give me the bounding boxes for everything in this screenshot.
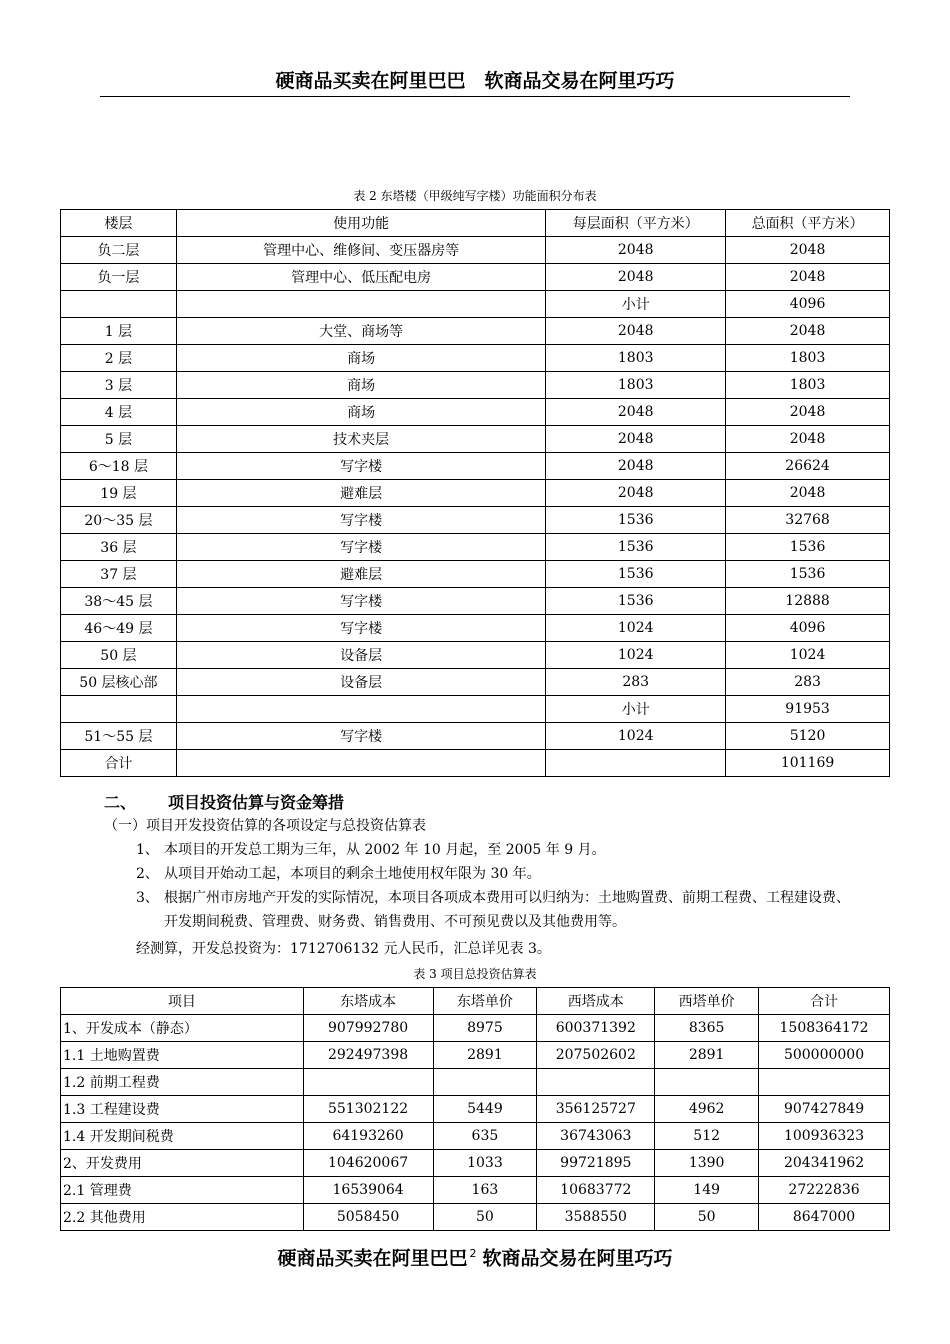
table-cell: 8365 xyxy=(655,1015,759,1042)
table-cell: 51～55 层 xyxy=(61,723,177,750)
table-header-cell: 东塔成本 xyxy=(303,988,433,1015)
table-cell: 1024 xyxy=(546,615,726,642)
list-item xyxy=(136,886,856,934)
table-cell: 36 层 xyxy=(61,534,177,561)
table-cell: 大堂、商场等 xyxy=(176,318,545,345)
table-cell: 1024 xyxy=(546,723,726,750)
table-cell: 50 层 xyxy=(61,642,177,669)
table-header-cell: 西塔成本 xyxy=(537,988,655,1015)
table-cell: 907427849 xyxy=(759,1096,890,1123)
table-cell: 1033 xyxy=(433,1150,537,1177)
table-row xyxy=(61,345,890,372)
table-cell: 管理中心、低压配电房 xyxy=(176,264,545,291)
table-cell: 避难层 xyxy=(176,561,545,588)
table-row xyxy=(61,1177,890,1204)
table-cell: 1536 xyxy=(726,561,890,588)
table-row xyxy=(61,1042,890,1069)
list-item xyxy=(136,838,856,862)
table-cell: 27222836 xyxy=(759,1177,890,1204)
footer-left: 硬商品买卖在阿里巴巴 xyxy=(277,1247,468,1270)
table-cell: 3 层 xyxy=(61,372,177,399)
table-cell: 商场 xyxy=(176,399,545,426)
table-cell: 907992780 xyxy=(303,1015,433,1042)
table-header-row xyxy=(61,988,890,1015)
table-cell: 2048 xyxy=(726,237,890,264)
table-row xyxy=(61,1204,890,1231)
table-header-cell: 楼层 xyxy=(61,210,177,237)
table-cell: 2048 xyxy=(726,426,890,453)
table-cell: 2048 xyxy=(726,480,890,507)
table-cell: 4096 xyxy=(726,615,890,642)
table-header-cell: 西塔单价 xyxy=(655,988,759,1015)
floor-area-table xyxy=(60,209,890,777)
table-cell: 2048 xyxy=(546,264,726,291)
table-header-row xyxy=(61,210,890,237)
table-cell: 商场 xyxy=(176,345,545,372)
table-cell: 写字楼 xyxy=(176,588,545,615)
table-row xyxy=(61,1096,890,1123)
table-cell xyxy=(176,696,545,723)
table-cell: 46～49 层 xyxy=(61,615,177,642)
table-cell: 101169 xyxy=(726,750,890,777)
table-cell xyxy=(176,750,545,777)
list-item-text: 本项目的开发总工期为三年，从 2002 年 10 月起，至 2005 年 9 月。 xyxy=(164,842,606,858)
table-cell: 2、开发费用 xyxy=(61,1150,304,1177)
table-row xyxy=(61,453,890,480)
table-cell: 2048 xyxy=(546,237,726,264)
table-cell: 20～35 层 xyxy=(61,507,177,534)
table-cell: 6～18 层 xyxy=(61,453,177,480)
table-cell xyxy=(537,1069,655,1096)
table-header-cell: 东塔单价 xyxy=(433,988,537,1015)
table-cell: 技术夹层 xyxy=(176,426,545,453)
table-cell: 1.3 工程建设费 xyxy=(61,1096,304,1123)
table-cell: 163 xyxy=(433,1177,537,1204)
table-cell: 283 xyxy=(546,669,726,696)
table-cell xyxy=(303,1069,433,1096)
table-cell: 50 xyxy=(655,1204,759,1231)
table-cell: 负一层 xyxy=(61,264,177,291)
table-cell: 283 xyxy=(726,669,890,696)
table-cell: 4 层 xyxy=(61,399,177,426)
table-cell: 2048 xyxy=(546,480,726,507)
table-row xyxy=(61,561,890,588)
table-cell: 写字楼 xyxy=(176,615,545,642)
table-cell: 2048 xyxy=(546,426,726,453)
table-header-cell: 每层面积（平方米） xyxy=(546,210,726,237)
list-item-number: 2、 xyxy=(136,866,159,882)
table-row xyxy=(61,507,890,534)
table-cell: 5120 xyxy=(726,723,890,750)
list-item-number: 1、 xyxy=(136,842,159,858)
table-row xyxy=(61,291,890,318)
table-cell: 512 xyxy=(655,1123,759,1150)
table-cell: 1536 xyxy=(546,534,726,561)
table-row xyxy=(61,399,890,426)
table-cell: 64193260 xyxy=(303,1123,433,1150)
table-cell: 2048 xyxy=(546,318,726,345)
table-cell: 1508364172 xyxy=(759,1015,890,1042)
table-row xyxy=(61,534,890,561)
table-cell: 2 层 xyxy=(61,345,177,372)
table-cell: 负二层 xyxy=(61,237,177,264)
table-cell: 99721895 xyxy=(537,1150,655,1177)
table-cell: 2048 xyxy=(726,264,890,291)
list-item-text: 根据广州市房地产开发的实际情况，本项目各项成本费用可以归纳为：土地购置费、前期工程费、工程建设费、开发期间税费、管理费、财务费、销售费用、不可预见费以及其他费用等。 xyxy=(164,890,850,930)
table-row xyxy=(61,480,890,507)
investment-summary: 经测算，开发总投资为：1712706132 元人民币，汇总详见表 3。 xyxy=(136,941,551,957)
page-number: 2 xyxy=(469,1247,477,1260)
table-cell: 1024 xyxy=(546,642,726,669)
table-cell: 8975 xyxy=(433,1015,537,1042)
table-row xyxy=(61,426,890,453)
table-cell: 设备层 xyxy=(176,669,545,696)
table-cell: 635 xyxy=(433,1123,537,1150)
table-cell: 1 层 xyxy=(61,318,177,345)
table-cell: 500000000 xyxy=(759,1042,890,1069)
table-row xyxy=(61,1150,890,1177)
section-title: 项目投资估算与资金筹措 xyxy=(168,793,345,812)
table-cell: 2048 xyxy=(546,399,726,426)
table2-caption: 表 2 东塔楼（甲级纯写字楼）功能面积分布表 xyxy=(353,189,597,203)
table-cell: 2.2 其他费用 xyxy=(61,1204,304,1231)
table-cell: 2891 xyxy=(655,1042,759,1069)
table-cell xyxy=(176,291,545,318)
table-row xyxy=(61,318,890,345)
table-cell xyxy=(759,1069,890,1096)
table-cell: 管理中心、维修间、变压器房等 xyxy=(176,237,545,264)
table-row xyxy=(61,696,890,723)
table-cell: 1.4 开发期间税费 xyxy=(61,1123,304,1150)
table-row xyxy=(61,1069,890,1096)
table-cell: 2048 xyxy=(726,399,890,426)
table-row xyxy=(61,237,890,264)
table-cell: 5 层 xyxy=(61,426,177,453)
table-cell: 写字楼 xyxy=(176,453,545,480)
table-cell: 100936323 xyxy=(759,1123,890,1150)
table-cell: 写字楼 xyxy=(176,723,545,750)
table-cell: 1536 xyxy=(546,507,726,534)
section-heading xyxy=(104,790,344,813)
table-cell: 149 xyxy=(655,1177,759,1204)
table3-caption: 表 3 项目总投资估算表 xyxy=(413,967,537,981)
table-header-cell: 总面积（平方米） xyxy=(726,210,890,237)
table-cell: 551302122 xyxy=(303,1096,433,1123)
table-cell: 合计 xyxy=(61,750,177,777)
list-item-number: 3、 xyxy=(136,890,159,906)
table-cell: 91953 xyxy=(726,696,890,723)
table-cell: 10683772 xyxy=(537,1177,655,1204)
table-cell xyxy=(546,750,726,777)
table-cell: 1536 xyxy=(726,534,890,561)
investment-table xyxy=(60,987,890,1231)
table-cell: 2.1 管理费 xyxy=(61,1177,304,1204)
table-cell: 1536 xyxy=(546,588,726,615)
table-cell xyxy=(655,1069,759,1096)
table-cell: 1.2 前期工程费 xyxy=(61,1069,304,1096)
table-cell: 小计 xyxy=(546,291,726,318)
table-cell: 50 xyxy=(433,1204,537,1231)
table-cell: 避难层 xyxy=(176,480,545,507)
table-cell: 写字楼 xyxy=(176,507,545,534)
table-cell: 1536 xyxy=(546,561,726,588)
table-cell xyxy=(433,1069,537,1096)
table-cell: 小计 xyxy=(546,696,726,723)
table-cell: 1803 xyxy=(546,372,726,399)
table-cell: 292497398 xyxy=(303,1042,433,1069)
table-cell: 1024 xyxy=(726,642,890,669)
table-cell: 设备层 xyxy=(176,642,545,669)
table-cell: 1390 xyxy=(655,1150,759,1177)
table-cell: 32768 xyxy=(726,507,890,534)
table-cell xyxy=(61,696,177,723)
table-cell: 36743063 xyxy=(537,1123,655,1150)
table-cell: 207502602 xyxy=(537,1042,655,1069)
table-cell: 2891 xyxy=(433,1042,537,1069)
table-row xyxy=(61,1015,890,1042)
table-cell: 104620067 xyxy=(303,1150,433,1177)
table-header-cell: 使用功能 xyxy=(176,210,545,237)
table-cell: 4962 xyxy=(655,1096,759,1123)
table-row xyxy=(61,750,890,777)
table-row xyxy=(61,642,890,669)
table-cell: 356125727 xyxy=(537,1096,655,1123)
table-cell: 1803 xyxy=(726,372,890,399)
table-row xyxy=(61,372,890,399)
table-cell: 19 层 xyxy=(61,480,177,507)
table-cell: 600371392 xyxy=(537,1015,655,1042)
table-cell: 4096 xyxy=(726,291,890,318)
list-item xyxy=(136,862,856,886)
table-cell: 26624 xyxy=(726,453,890,480)
list-item-text: 从项目开始动工起，本项目的剩余土地使用权年限为 30 年。 xyxy=(164,866,541,882)
table-header-cell: 合计 xyxy=(759,988,890,1015)
page-footer xyxy=(100,1240,850,1268)
table-row xyxy=(61,588,890,615)
table-cell: 3588550 xyxy=(537,1204,655,1231)
table-cell: 商场 xyxy=(176,372,545,399)
table-cell: 204341962 xyxy=(759,1150,890,1177)
table-cell: 16539064 xyxy=(303,1177,433,1204)
table-cell: 8647000 xyxy=(759,1204,890,1231)
table-row xyxy=(61,1123,890,1150)
table-cell: 1803 xyxy=(726,345,890,372)
table-cell: 1803 xyxy=(546,345,726,372)
table-cell: 写字楼 xyxy=(176,534,545,561)
table-cell: 37 层 xyxy=(61,561,177,588)
table-cell: 5449 xyxy=(433,1096,537,1123)
table-cell: 1.1 土地购置费 xyxy=(61,1042,304,1069)
table-cell: 12888 xyxy=(726,588,890,615)
subsection-heading: （一）项目开发投资估算的各项设定与总投资估算表 xyxy=(104,818,426,834)
table-cell: 2048 xyxy=(726,318,890,345)
table-cell: 2048 xyxy=(546,453,726,480)
table-row xyxy=(61,264,890,291)
table-cell: 5058450 xyxy=(303,1204,433,1231)
table-cell xyxy=(61,291,177,318)
section-number: 二、 xyxy=(104,793,137,812)
table-header-cell: 项目 xyxy=(61,988,304,1015)
footer-right: 软商品交易在阿里巧巧 xyxy=(482,1247,673,1270)
table-row xyxy=(61,723,890,750)
table-row xyxy=(61,615,890,642)
table-row xyxy=(61,669,890,696)
table-cell: 1、开发成本（静态） xyxy=(61,1015,304,1042)
page-header: 硬商品买卖在阿里巴巴 软商品交易在阿里巧巧 xyxy=(100,66,850,97)
table-cell: 50 层核心部 xyxy=(61,669,177,696)
table-cell: 38～45 层 xyxy=(61,588,177,615)
